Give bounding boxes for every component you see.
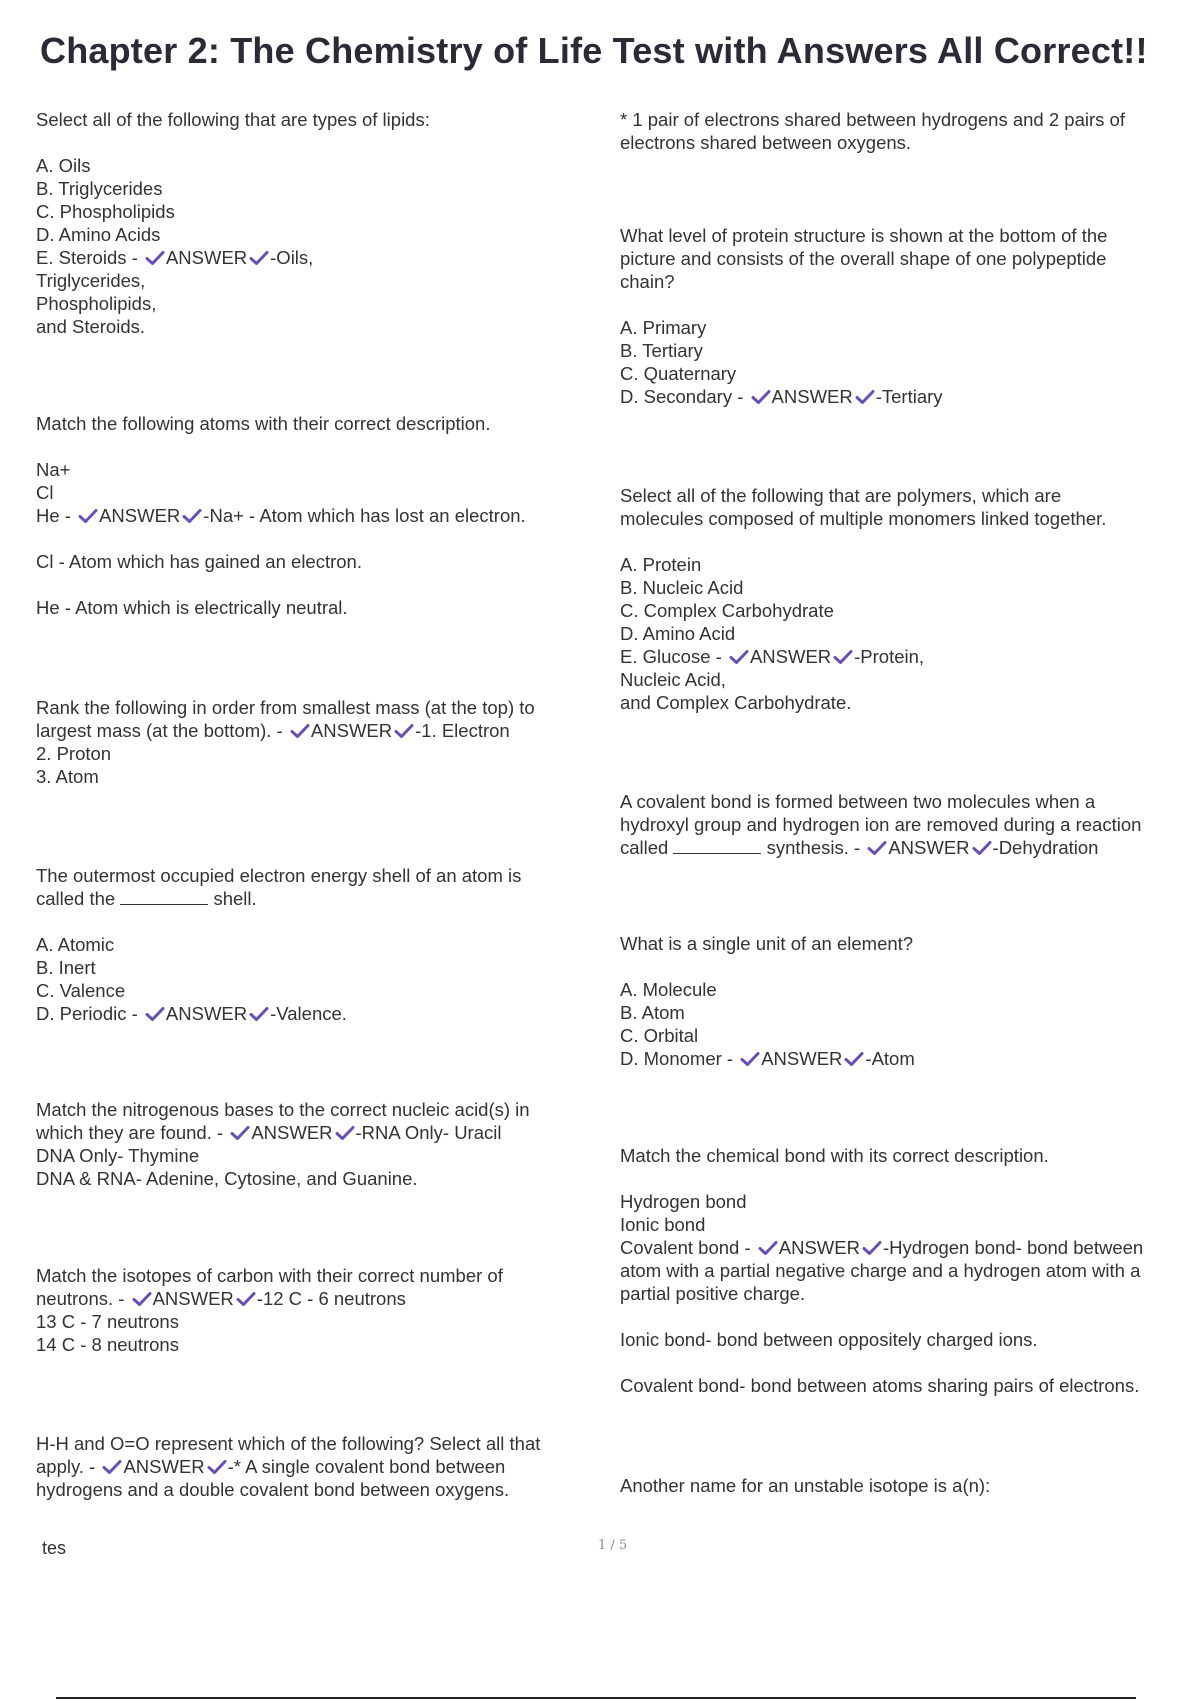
item-text: Na+ xyxy=(36,459,71,480)
item-text: Cl xyxy=(36,482,54,503)
question-text: apply. - xyxy=(36,1456,101,1477)
answer-label: ANSWER xyxy=(165,247,248,268)
question-text: synthesis. - xyxy=(761,837,866,858)
question-text: hydroxyl group and hydrogen ion are removed during a reaction xyxy=(620,814,1142,835)
answer-text: DNA & RNA- Adenine, Cytosine, and Guanine. xyxy=(36,1168,418,1189)
answer-text: and Steroids. xyxy=(36,316,146,337)
question-rank-mass xyxy=(36,696,596,788)
question-text: Select all of the following that are types of lipids: xyxy=(36,109,430,130)
question-text: largest mass (at the bottom). - xyxy=(36,720,288,741)
checkmark-icon xyxy=(394,723,414,739)
question-text: molecules composed of multiple monomers linked together. xyxy=(620,508,1107,529)
option-b: B. Nucleic Acid xyxy=(620,577,744,598)
checkmark-icon xyxy=(844,1051,864,1067)
option-b: B. Triglycerides xyxy=(36,178,163,199)
option-b: B. Tertiary xyxy=(620,340,703,361)
option-e: E. Steroids - xyxy=(36,247,143,268)
checkmark-icon xyxy=(236,1291,256,1307)
question-text: Match the chemical bond with its correct description. xyxy=(620,1145,1049,1166)
checkmark-icon xyxy=(972,840,992,856)
answer-text: -12 C - 6 neutrons xyxy=(256,1288,406,1309)
answer-text: Nucleic Acid, xyxy=(620,669,726,690)
checkmark-icon xyxy=(145,250,165,266)
option-c: C. Phospholipids xyxy=(36,201,175,222)
question-chemical-bonds xyxy=(620,1144,1195,1397)
answer-text: -1. Electron xyxy=(415,720,510,741)
checkmark-icon xyxy=(758,1240,778,1256)
question-text: Rank the following in order from smallest mass (at the top) to xyxy=(36,697,535,718)
checkmark-icon xyxy=(102,1459,122,1475)
answer-label: ANSWER xyxy=(778,1237,860,1258)
question-covalent-bonds xyxy=(36,1432,596,1501)
question-carbon-isotopes xyxy=(36,1264,596,1356)
question-text: picture and consists of the overall shape of one polypeptide xyxy=(620,248,1107,269)
page-title: Chapter 2: The Chemistry of Life Test with Answers All Correct!! xyxy=(40,30,1148,71)
option-d: D. Amino Acid xyxy=(620,623,736,644)
answer-text: -Na+ - Atom which has lost an electron. xyxy=(203,505,526,526)
answer-text: -Atom xyxy=(865,1048,915,1069)
question-text: Match the nitrogenous bases to the correct nucleic acid(s) in xyxy=(36,1099,530,1120)
question-dehydration xyxy=(620,790,1195,859)
answer-text: -Dehydration xyxy=(992,837,1099,858)
option-a: A. Oils xyxy=(36,155,91,176)
question-text: Match the following atoms with their correct description. xyxy=(36,413,491,434)
checkmark-icon xyxy=(145,1006,165,1022)
option-d: D. Periodic - xyxy=(36,1003,143,1024)
answer-text: partial positive charge. xyxy=(620,1283,806,1304)
answer-label: ANSWER xyxy=(165,1003,248,1024)
question-valence xyxy=(36,864,596,1025)
option-c: C. Quaternary xyxy=(620,363,737,384)
checkmark-icon xyxy=(249,1006,269,1022)
item-text: Covalent bond - xyxy=(620,1237,756,1258)
option-b: B. Inert xyxy=(36,957,96,978)
answer-text: -Protein, xyxy=(854,646,925,667)
answer-text: hydrogens and a double covalent bond between oxygens. xyxy=(36,1479,510,1500)
question-text: Another name for an unstable isotope is a(n): xyxy=(620,1475,991,1496)
question-text: H-H and O=O represent which of the following? Select all that xyxy=(36,1433,541,1454)
item-text: Ionic bond xyxy=(620,1214,706,1235)
answer-text: -Valence. xyxy=(270,1003,347,1024)
checkmark-icon xyxy=(740,1051,760,1067)
checkmark-icon xyxy=(335,1125,355,1141)
option-e: E. Glucose - xyxy=(620,646,727,667)
answer-text: and Complex Carbohydrate. xyxy=(620,692,852,713)
answer-text: Cl - Atom which has gained an electron. xyxy=(36,551,362,572)
answer-label: ANSWER xyxy=(310,720,393,741)
question-protein-structure xyxy=(620,224,1195,408)
question-nitrogenous-bases xyxy=(36,1098,596,1190)
question-text: called the xyxy=(36,888,121,909)
checkmark-icon xyxy=(182,508,202,524)
footer-text: tes xyxy=(42,1538,67,1558)
answer-text: 13 C - 7 neutrons xyxy=(36,1311,179,1332)
question-text: What is a single unit of an element? xyxy=(620,933,914,954)
answer-text: 2. Proton xyxy=(36,743,112,764)
option-b: B. Atom xyxy=(620,1002,685,1023)
answer-text: -Oils, xyxy=(270,247,314,268)
answer-label: ANSWER xyxy=(123,1456,205,1477)
answer-label: ANSWER xyxy=(761,1048,843,1069)
answer-text: -* A single covalent bond between xyxy=(227,1456,506,1477)
question-text: Match the isotopes of carbon with their correct number of xyxy=(36,1265,503,1286)
answer-label: ANSWER xyxy=(99,505,181,526)
checkmark-icon xyxy=(751,389,771,405)
answer-text: Phospholipids, xyxy=(36,293,157,314)
checkmark-icon xyxy=(855,389,875,405)
answer-blank xyxy=(120,889,208,905)
question-unstable-isotope xyxy=(620,1474,1195,1497)
option-a: A. Primary xyxy=(620,317,707,338)
question-polymers xyxy=(620,484,1195,714)
answer-text: 3. Atom xyxy=(36,766,99,787)
item-text: Hydrogen bond xyxy=(620,1191,747,1212)
answer-text: -Tertiary xyxy=(875,386,943,407)
checkmark-icon xyxy=(132,1291,152,1307)
divider xyxy=(56,1697,1136,1699)
answer-continuation xyxy=(620,108,1195,154)
question-lipids xyxy=(36,108,596,338)
option-a: A. Atomic xyxy=(36,934,115,955)
question-text: neutrons. - xyxy=(36,1288,130,1309)
answer-text: atom with a partial negative charge and a hydrogen atom with a xyxy=(620,1260,1141,1281)
checkmark-icon xyxy=(78,508,98,524)
page-number: 1 / 5 xyxy=(598,1538,628,1553)
option-c: C. Orbital xyxy=(620,1025,699,1046)
answer-text: Ionic bond- bond between oppositely charged ions. xyxy=(620,1329,1038,1350)
answer-label: ANSWER xyxy=(152,1288,234,1309)
checkmark-icon xyxy=(729,649,749,665)
question-text: The outermost occupied electron energy shell of an atom is xyxy=(36,865,522,886)
item-text: He - xyxy=(36,505,77,526)
answer-label: ANSWER xyxy=(771,386,853,407)
checkmark-icon xyxy=(290,723,310,739)
checkmark-icon xyxy=(207,1459,227,1475)
checkmark-icon xyxy=(833,649,853,665)
answer-text: 14 C - 8 neutrons xyxy=(36,1334,179,1355)
answer-text: He - Atom which is electrically neutral. xyxy=(36,597,348,618)
option-d: D. Monomer - xyxy=(620,1048,739,1069)
checkmark-icon xyxy=(249,250,269,266)
option-c: C. Complex Carbohydrate xyxy=(620,600,834,621)
option-a: A. Molecule xyxy=(620,979,717,1000)
answer-blank xyxy=(673,838,761,854)
question-text: chain? xyxy=(620,271,675,292)
question-text: shell. xyxy=(208,888,257,909)
answer-label: ANSWER xyxy=(749,646,832,667)
answer-text: -Hydrogen bond- bond between xyxy=(882,1237,1144,1258)
question-text: Select all of the following that are polymers, which are xyxy=(620,485,1062,506)
question-atoms xyxy=(36,412,596,619)
answer-text: * 1 pair of electrons shared between hydrogens and 2 pairs of xyxy=(620,109,1125,130)
checkmark-icon xyxy=(230,1125,250,1141)
question-text: called xyxy=(620,837,674,858)
answer-text: DNA Only- Thymine xyxy=(36,1145,200,1166)
answer-label: ANSWER xyxy=(251,1122,333,1143)
answer-text: -RNA Only- Uracil xyxy=(355,1122,502,1143)
checkmark-icon xyxy=(867,840,887,856)
answer-text: Triglycerides, xyxy=(36,270,146,291)
question-text: A covalent bond is formed between two molecules when a xyxy=(620,791,1096,812)
answer-text: electrons shared between oxygens. xyxy=(620,132,912,153)
option-c: C. Valence xyxy=(36,980,126,1001)
answer-text: Covalent bond- bond between atoms sharing pairs of electrons. xyxy=(620,1375,1140,1396)
checkmark-icon xyxy=(862,1240,882,1256)
option-d: D. Secondary - xyxy=(620,386,749,407)
question-element-unit xyxy=(620,932,1195,1070)
option-d: D. Amino Acids xyxy=(36,224,161,245)
question-text: What level of protein structure is shown at the bottom of the xyxy=(620,225,1108,246)
question-text: which they are found. - xyxy=(36,1122,229,1143)
option-a: A. Protein xyxy=(620,554,702,575)
answer-label: ANSWER xyxy=(888,837,970,858)
